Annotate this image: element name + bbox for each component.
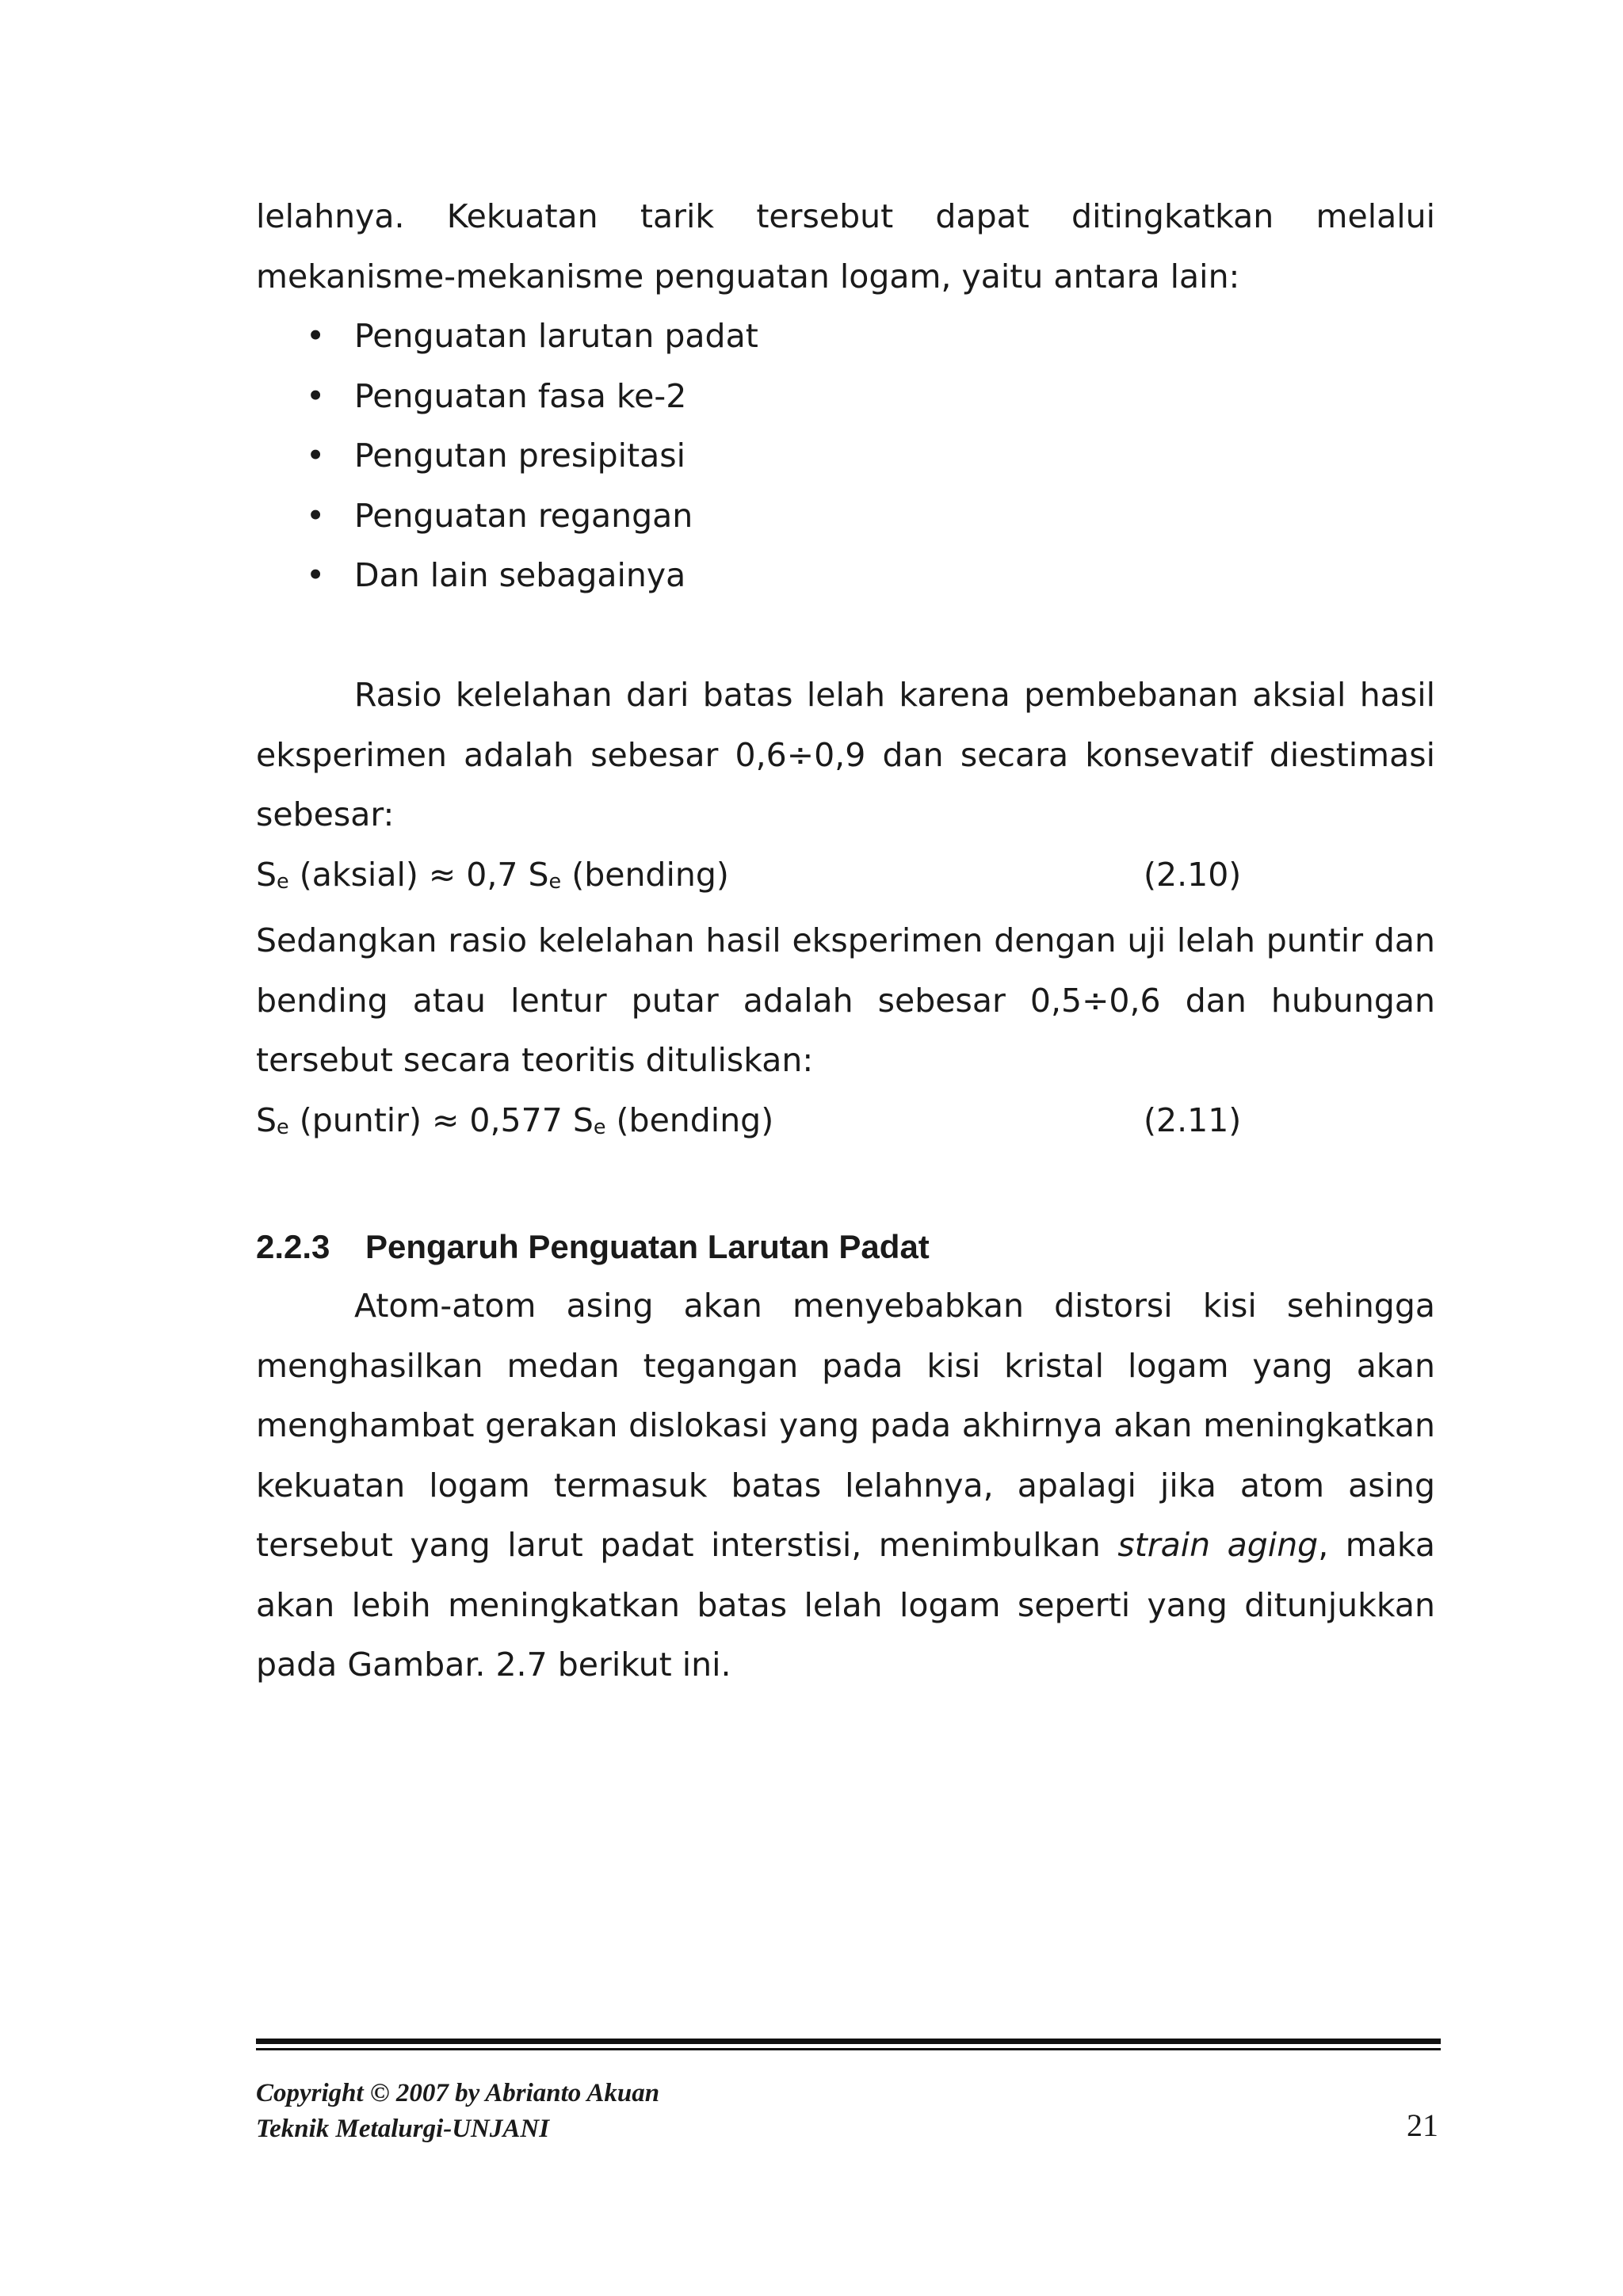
paragraph-fatigue-ratio-torsion: Sedangkan rasio kelelahan hasil eksperimen dengan uji lelah puntir dan bending atau lentur putar adalah sebesar 0,5÷0,6 dan hubungan tersebut secara teoritis dituliskan: (256, 921, 1435, 1080)
spacer (256, 606, 1435, 666)
equation-symbol: S (256, 855, 277, 894)
equation-symbol: S (528, 855, 549, 894)
equation-text: (puntir) ≈ 0,577 (288, 1100, 573, 1139)
spacer (256, 1157, 1435, 1217)
equation-text: (bending) (561, 855, 729, 894)
list-item-text: Dan lain sebagainya (354, 556, 686, 594)
italic-term: strain aging (1117, 1526, 1319, 1565)
body-text (256, 187, 1435, 1695)
list-item (256, 367, 1435, 427)
equation-subscript: e (277, 868, 289, 893)
footer-rule (256, 2039, 1441, 2044)
equation-number: (2.10) (1144, 855, 1242, 894)
list-item (256, 307, 1435, 367)
equation-2-11 (256, 1091, 1435, 1158)
equation-symbol: S (572, 1100, 594, 1139)
footer-department: Teknik Metalurgi-UNJANI (256, 2115, 550, 2143)
equation-symbol: S (256, 1100, 277, 1139)
list-item (256, 486, 1435, 547)
equation-subscript: e (548, 868, 562, 893)
paragraph-solid-solution (256, 1276, 1435, 1695)
footer-copyright: Copyright © 2007 by Abrianto Akuan (256, 2079, 660, 2107)
equation-subscript: e (277, 1114, 289, 1138)
footer-rule (256, 2048, 1441, 2050)
strengthening-list (256, 307, 1435, 606)
list-item-text: Pengutan presipitasi (354, 437, 686, 475)
bullet-icon: • (306, 496, 326, 535)
bullet-icon: • (306, 437, 326, 475)
list-item (256, 426, 1435, 486)
section-title: Pengaruh Penguatan Larutan Padat (365, 1227, 930, 1265)
list-item-text: Penguatan fasa ke-2 (354, 376, 687, 415)
paragraph-line: lelahnya. Kekuatan tarik tersebut dapat ditingkatkan melalui (256, 197, 1435, 235)
paragraph-text: , maka akan lebih meningkatkan batas lelah logam seperti yang ditunjukkan pada Gambar. 2.7 berikut ini. (256, 1526, 1435, 1684)
bullet-icon: • (306, 376, 326, 415)
paragraph-line: mekanisme-mekanisme penguatan logam, yaitu antara lain: (256, 257, 1240, 296)
equation-text: (bending) (605, 1100, 774, 1139)
equation-2-10 (256, 845, 1435, 912)
equation-subscript: e (593, 1114, 606, 1138)
list-item-text: Penguatan regangan (354, 496, 693, 535)
bullet-icon: • (306, 556, 326, 594)
bullet-icon: • (306, 317, 326, 355)
page-number: 21 (1407, 2107, 1438, 2143)
equation-text: (aksial) ≈ 0,7 (288, 855, 529, 894)
footer (256, 2076, 659, 2147)
section-number: 2.2.3 (256, 1227, 330, 1265)
list-item-text: Penguatan larutan padat (354, 317, 758, 355)
paragraph-fatigue-ratio-axial: Rasio kelelahan dari batas lelah karena pembebanan aksial hasil eksperimen adalah sebesar 0,6÷0,9 dan secara konsevatif diestimasi sebesar: (256, 676, 1435, 833)
equation-number: (2.11) (1144, 1100, 1242, 1139)
list-item (256, 546, 1435, 606)
section-heading (256, 1217, 1435, 1277)
paragraph-text: Atom-atom asing akan menyebabkan distorsi kisi sehingga menghasilkan medan tegangan pada kisi kristal logam yang akan menghambat gerakan dislokasi yang pada akhirnya akan meningkatkan kekuatan logam termasuk batas lelahnya, apalagi jika atom asing tersebut yang larut padat interstisi, menimbulkan (256, 1287, 1435, 1565)
